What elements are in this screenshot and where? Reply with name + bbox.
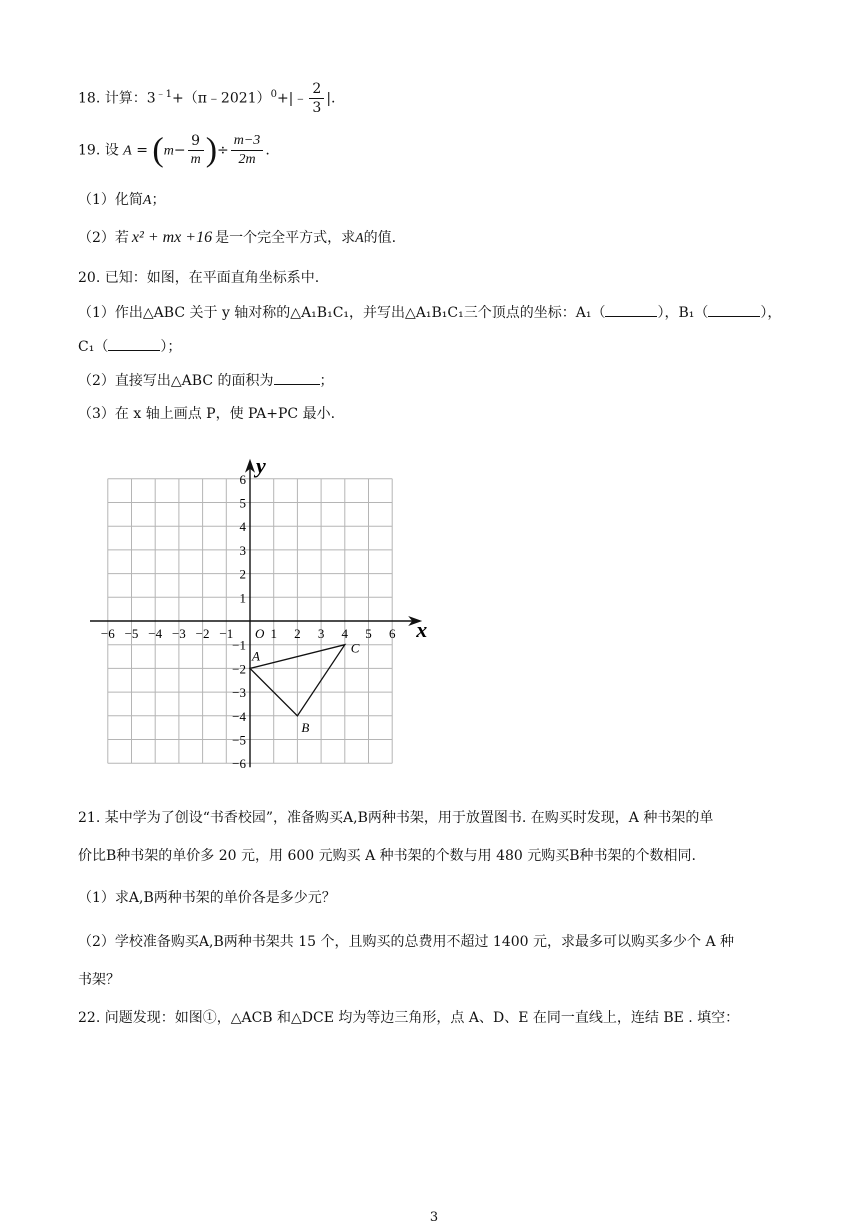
y-axis-label: y: [256, 452, 266, 478]
x-tick-label: 1: [270, 626, 277, 641]
q20-text: 20. 已知：如图，在平面直角坐标系中.: [78, 270, 320, 286]
q18-bar: +|﹣: [276, 90, 308, 107]
q19-frac1-den: m: [190, 152, 201, 167]
q19-minus: −: [173, 142, 186, 159]
origin-label: O: [255, 626, 265, 641]
y-tick-label: 5: [239, 495, 246, 511]
q19-sub1-text: （1）化简: [78, 192, 143, 208]
q19-line: [78, 132, 270, 169]
x-tick-label: −5: [124, 626, 139, 641]
y-tick-label: −3: [232, 685, 246, 701]
q20-sub2-text: （2）直接写出△ABC 的面积为: [78, 373, 274, 389]
q18-frac-den: 3: [312, 100, 322, 116]
x-tick-label: 6: [388, 626, 396, 641]
q19-div: ÷: [217, 142, 229, 159]
q21-line2: [78, 846, 696, 866]
y-tick-label: −2: [232, 661, 246, 677]
q20-sub1-mid: ），B₁（: [657, 305, 709, 321]
q18-frac-num: 2: [309, 80, 324, 99]
q19-frac2: [231, 132, 264, 169]
area-answer-blank[interactable]: [274, 370, 320, 385]
vertex-label-b: B: [301, 719, 310, 735]
q19-frac2-num: m−3: [231, 132, 264, 151]
x-axis-label: x: [416, 617, 428, 642]
q18-end: |.: [326, 90, 336, 107]
q21-sub2b: [78, 970, 120, 990]
q20-sub1-text: （1）作出△ABC 关于 y 轴对称的△A₁B₁C₁，并写出△A₁B₁C₁三个顶点的坐标：A₁（: [78, 305, 606, 321]
q19-sub1: [78, 190, 165, 211]
q19-sub2: [78, 228, 396, 249]
y-tick-label: 1: [239, 590, 246, 606]
x-tick-label: 2: [294, 626, 301, 641]
q18-line: [78, 80, 335, 117]
page-number: 3: [429, 1210, 439, 1225]
q19-sub2-expr: x² + mx +16: [131, 229, 213, 246]
q21-text-line2: 价比B种书架的单价多 20 元，用 600 元购买 A 种书架的个数与用 480 元购买B种书架的个数相同.: [78, 848, 696, 864]
y-tick-label: 2: [239, 566, 246, 582]
q18-mid: +（π﹣2021）: [172, 90, 271, 107]
x-tick-label: −2: [195, 626, 210, 641]
q19-prefix: 19. 设: [78, 142, 119, 159]
q21-sub1-text: （1）求A,B两种书架的单价各是多少元？: [78, 890, 336, 906]
q20-sub1b: [78, 336, 181, 357]
x-tick-label: −4: [148, 626, 163, 641]
triangle-abc: [250, 641, 360, 735]
q20-sub2-end: ；: [319, 373, 334, 389]
c1-answer-blank[interactable]: [108, 336, 160, 351]
c1-end: ）；: [160, 339, 182, 355]
q19-sub2-A: A: [355, 231, 364, 246]
q19-rparen: ): [205, 131, 218, 169]
y-tick-label: −5: [232, 732, 246, 748]
y-tick-label: −4: [232, 708, 246, 724]
q19-eq: =: [136, 142, 148, 159]
q19-sub2-text2: 是一个完全平方式，求: [215, 230, 356, 246]
y-tick-label: 4: [239, 519, 246, 535]
q19-sub1-end: ；: [151, 192, 166, 208]
vertex-label-c: C: [350, 640, 360, 656]
b1-answer-blank[interactable]: [708, 302, 760, 317]
c1-prefix: C₁（: [78, 339, 109, 355]
q19-m: m: [163, 143, 174, 159]
y-tick-label: −6: [232, 756, 246, 772]
q19-sub2-end: 的值.: [363, 230, 397, 246]
coordinate-grid-figure: [85, 452, 428, 777]
q19-end: .: [265, 142, 270, 159]
q20-sub2: [78, 370, 334, 391]
q20-sub1-end: ），: [760, 305, 782, 321]
q19-sub2-text: （2）若: [78, 230, 129, 246]
q21-sub2-text-line1: （2）学校准备购买A,B两种书架共 15 个，且购买的总费用不超过 1400 元，求最多可以购买多少个 A 种: [78, 934, 735, 950]
x-tick-label: −6: [100, 626, 115, 641]
q22-text: 22. 问题发现：如图①，△ACB 和△DCE 均为等边三角形，点 A、D、E 在同一直线上，连结 BE . 填空：: [78, 1010, 740, 1026]
q19-frac2-den: 2m: [238, 152, 256, 167]
axes: [90, 453, 427, 767]
y-tick-label: 6: [239, 471, 246, 487]
q18-sup1: ﹣1: [155, 88, 172, 100]
q22-line: [78, 1008, 739, 1028]
x-tick-label: −1: [219, 626, 234, 641]
x-tick-label: 4: [341, 626, 349, 641]
q21-line1: [78, 808, 713, 828]
x-tick-label: 5: [365, 626, 372, 641]
q19-frac1-num: 9: [188, 132, 204, 151]
y-tick-label: −1: [232, 637, 246, 653]
y-tick-label: 3: [239, 542, 246, 558]
q20-sub3: [78, 404, 335, 424]
q18-sup2: 0: [270, 88, 277, 100]
q18-prefix: 18. 计算：3: [78, 90, 156, 107]
q18-fraction: [309, 80, 324, 117]
q20-line: [78, 268, 319, 288]
vertex-label-a: A: [252, 648, 260, 664]
x-tick-label: 3: [317, 626, 325, 641]
q20-sub3-text: （3）在 x 轴上画点 P，使 PA+PC 最小.: [78, 406, 336, 422]
q21-sub2-text-line2: 书架？: [78, 972, 120, 988]
q20-sub1: [78, 302, 781, 323]
q21-sub1: [78, 888, 336, 908]
x-tick-label: −3: [171, 626, 186, 641]
q19-sub1-A: A: [142, 193, 152, 208]
q19-lparen: (: [152, 131, 164, 169]
a1-answer-blank[interactable]: [605, 302, 657, 317]
q19-A: A: [123, 143, 132, 159]
q21-sub2a: [78, 932, 734, 952]
q19-frac1: [188, 132, 204, 169]
q21-text-line1: 21. 某中学为了创设“书香校园”，准备购买A,B两种书架，用于放置图书. 在购买时发现，A 种书架的单: [78, 810, 714, 826]
